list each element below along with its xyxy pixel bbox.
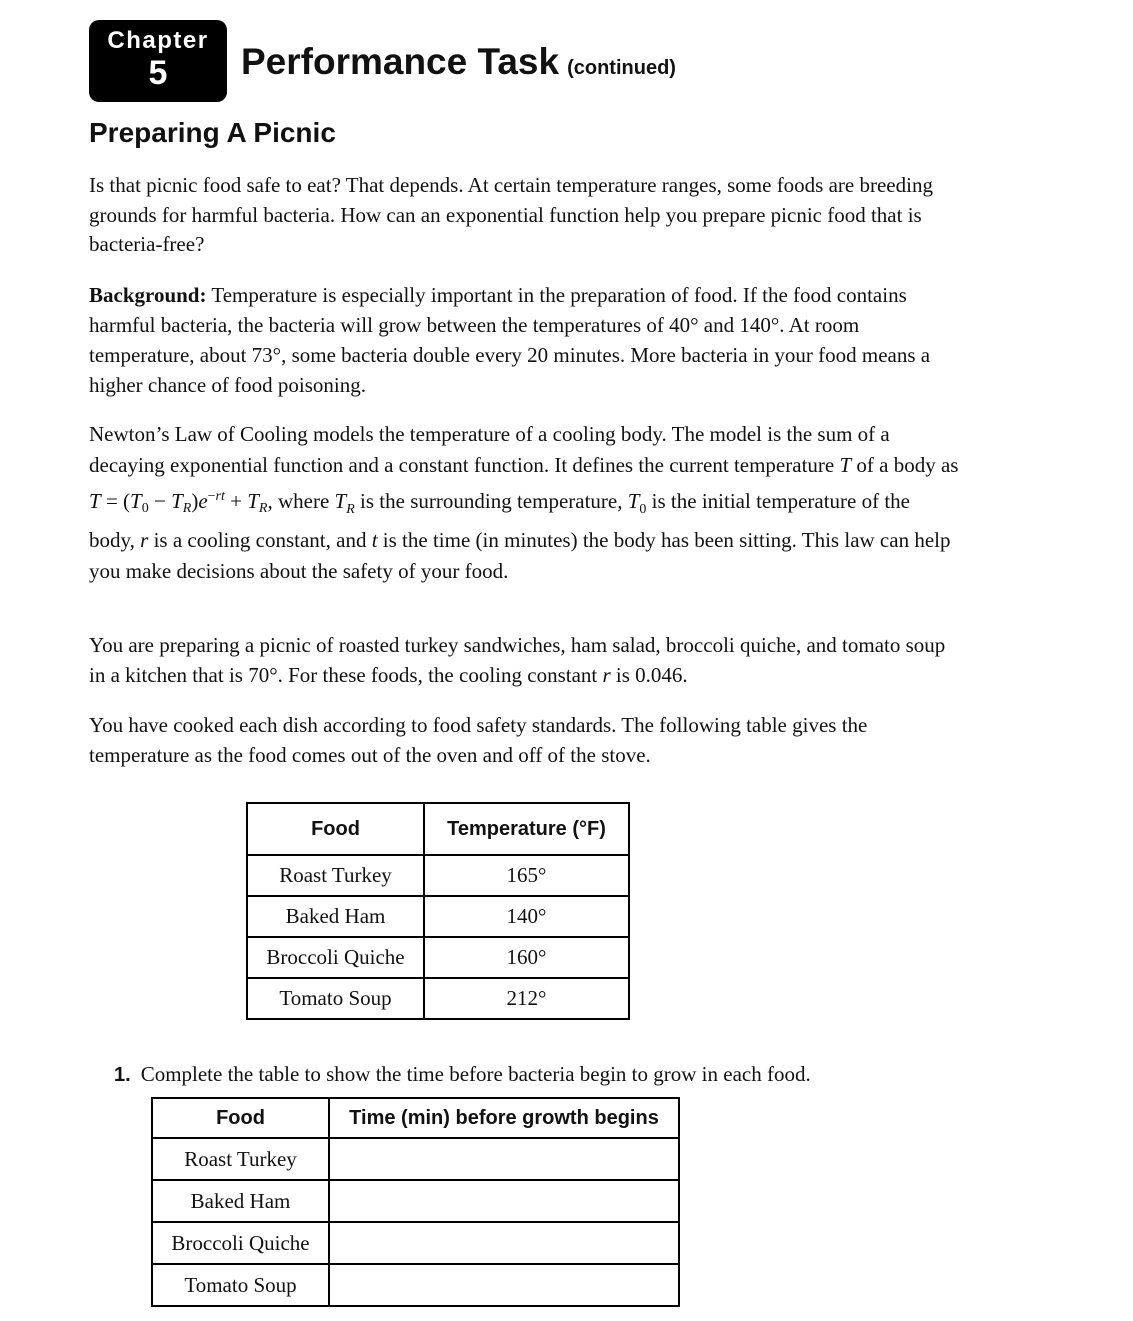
newton-text: is the surrounding temperature, [354,489,628,513]
page-title [241,40,676,90]
newton-text: is the time (in minutes) the body has been sitting. This law can help you make decisions about the safety of your food. [89,528,951,584]
temperature-table [246,802,630,1020]
column-header: Food [247,803,424,855]
table-header-row [152,1098,679,1138]
food-cell: Roast Turkey [247,855,424,896]
section-title: Preparing A Picnic [89,117,336,148]
var-t: t [371,528,378,553]
intro-paragraph: Is that picnic food safe to eat? That depends. At certain temperature ranges, some foods are breeding grounds for harmful bacteria. How can an exponential function help you prepare picnic food that is bacteria-free? [89,173,933,256]
table-header-row [247,803,629,855]
table-row [247,896,629,937]
prep-text: is 0.046. [610,662,688,687]
var-T: T [839,453,852,477]
temperature-cell: 212° [424,978,629,1019]
page-title-text: Performance Task [241,41,560,82]
food-cell: Tomato Soup [247,978,424,1019]
cooling-formula: $T = (T_0 - T_R)e^{-rt} + T_R$ [89,489,268,516]
var-r: r [140,528,149,553]
answer-table [151,1097,680,1307]
food-cell: Tomato Soup [152,1264,329,1306]
table-row [152,1180,679,1222]
chapter-badge [89,20,227,102]
page-title-suffix: (continued) [567,57,676,79]
food-cell: Broccoli Quiche [247,937,424,978]
food-cell: Baked Ham [247,896,424,937]
var-r: r [602,662,611,687]
answer-cell[interactable] [329,1180,679,1222]
prep-paragraph [89,631,959,690]
question-number: 1. [114,1064,131,1086]
newton-text: of a body as [851,453,959,477]
column-header: Food [152,1098,329,1138]
food-cell: Roast Turkey [152,1138,329,1180]
temperature-cell: 140° [424,896,629,937]
newton-text: Newton’s Law of Cooling models the temperature of a cooling body. The model is the sum of a decaying exponential function and a constant function. It defines the current temperature [89,422,890,477]
question-1 [114,1060,811,1089]
chapter-label: Chapter [107,27,209,54]
temperature-cell: 165° [424,855,629,896]
newton-text: is a cooling constant, and [148,528,372,553]
newton-paragraph [89,419,959,587]
var-TR: T [334,489,347,513]
question-text: Complete the table to show the time before bacteria begin to grow in each food. [140,1062,811,1086]
background-text: Temperature is especially important in the preparation of food. If the food contains harmful bacteria, the bacteria will grow between the temperatures of 40° and 140°. At room temperature, about 73°, some bacteria double every 20 minutes. More bacteria in your food means a higher chance of food poisoning. [89,283,931,397]
sub-R: R [346,502,355,518]
background-label: Background: [89,283,207,307]
table-row [152,1222,679,1264]
table-row [247,855,629,896]
table-row [152,1138,679,1180]
answer-cell[interactable] [329,1222,679,1264]
column-header: Temperature (°F) [424,803,629,855]
cooked-paragraph: You have cooked each dish according to food safety standards. The following table gives the temperature as the food comes out of the oven and off of the stove. [89,713,868,767]
temperature-cell: 160° [424,937,629,978]
chapter-number: 5 [148,54,168,92]
sub-0: 0 [639,502,647,518]
var-T0: T [627,489,640,513]
newton-text: is the initial temperature of the body, [89,489,910,553]
background-paragraph [89,280,959,400]
table-row [247,937,629,978]
column-header: Time (min) before growth begins [329,1098,679,1138]
newton-text: , where [267,489,335,513]
answer-cell[interactable] [329,1264,679,1306]
prep-text: You are preparing a picnic of roasted turkey sandwiches, ham salad, broccoli quiche, and tomato soup in a kitchen that is 70°. For these foods, the cooling constant [89,633,946,687]
answer-cell[interactable] [329,1138,679,1180]
food-cell: Baked Ham [152,1180,329,1222]
table-row [152,1264,679,1306]
food-cell: Broccoli Quiche [152,1222,329,1264]
table-row [247,978,629,1019]
